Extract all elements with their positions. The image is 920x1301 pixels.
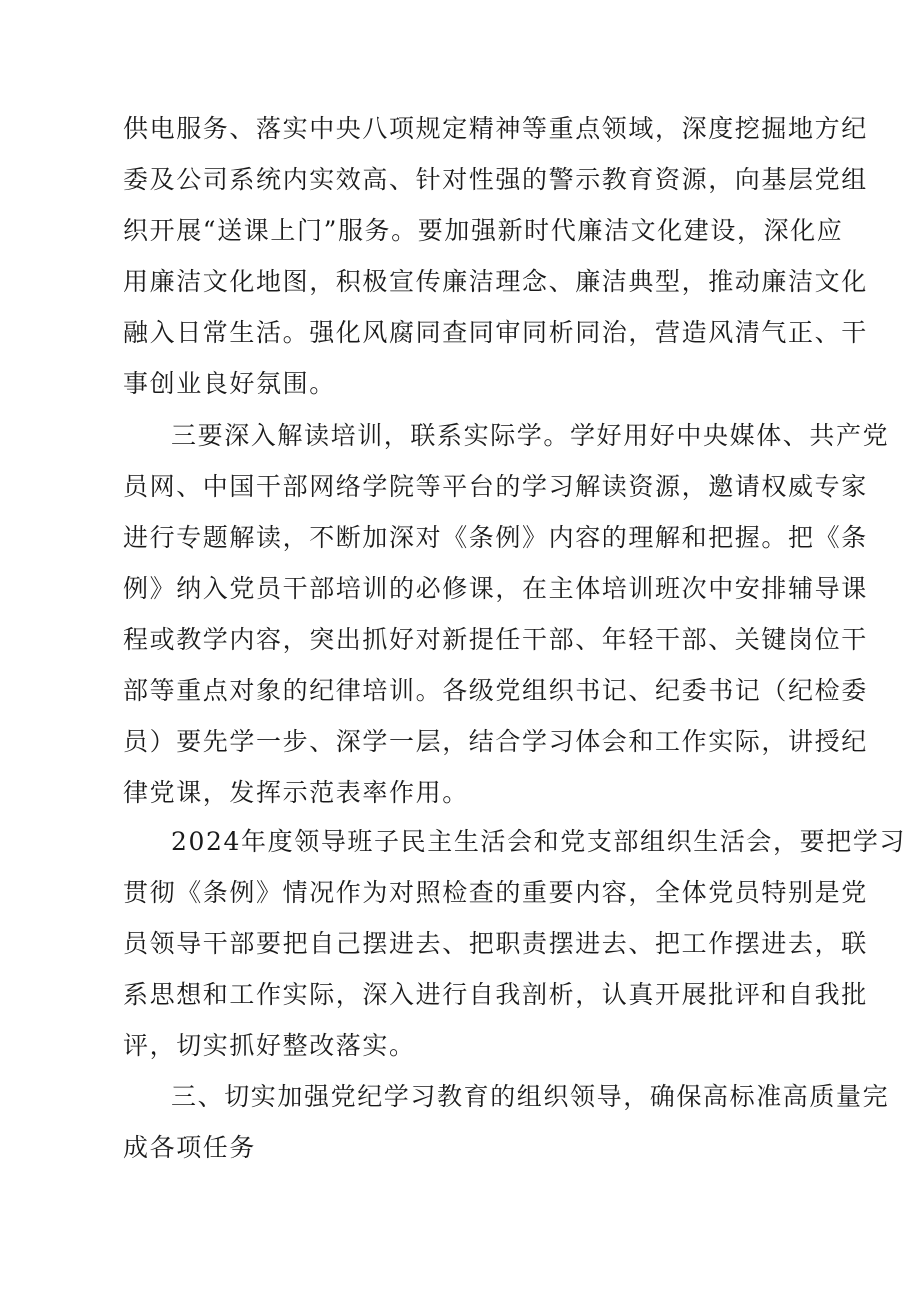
- paragraph-2: [123, 410, 890, 818]
- text-line: 员）要先学一步、深学一层，结合学习体会和工作实际，讲授纪: [123, 727, 868, 756]
- text-line: 2024年度领导班子民主生活会和党支部组织生活会，要把学习: [171, 827, 907, 856]
- text-line: 系思想和工作实际，深入进行自我剖析，认真开展批评和自我批: [123, 980, 868, 1009]
- text-line: 委及公司系统内实效高、针对性强的警示教育资源，向基层党组: [123, 165, 868, 194]
- text-line: 贯彻《条例》情况作为对照检查的重要内容，全体党员特别是党: [123, 878, 868, 907]
- text-line: 员领导干部要把自己摆进去、把职责摆进去、把工作摆进去，联: [123, 929, 868, 958]
- text-line: 律党课，发挥示范表率作用。: [123, 778, 469, 807]
- text-line: 部等重点对象的纪律培训。各级党组织书记、纪委书记（纪检委: [123, 676, 868, 705]
- text-line: 用廉洁文化地图，积极宣传廉洁理念、廉洁典型，推动廉洁文化: [123, 267, 868, 296]
- text-line: 织开展“送课上门”服务。要加强新时代廉洁文化建设，深化应: [123, 216, 844, 245]
- text-line: 程或教学内容，突出抓好对新提任干部、年轻干部、关键岗位干: [123, 625, 868, 654]
- text-line: 成各项任务: [123, 1133, 257, 1162]
- section-heading-paragraph: [123, 1071, 890, 1173]
- text-line: 评，切实抓好整改落实。: [123, 1031, 416, 1060]
- text-line: 事创业良好氛围。: [123, 369, 336, 398]
- text-line: 进行专题解读，不断加深对《条例》内容的理解和把握。把《条: [123, 523, 868, 552]
- paragraph-1: [123, 103, 868, 409]
- text-line: 例》纳入党员干部培训的必修课，在主体培训班次中安排辅导课: [123, 574, 868, 603]
- text-line: 供电服务、落实中央八项规定精神等重点领域，深度挖掘地方纪: [123, 114, 868, 143]
- text-line: 融入日常生活。强化风腐同查同审同析同治，营造风清气正、干: [123, 318, 868, 347]
- text-line: 三要深入解读培训，联系实际学。学好用好中央媒体、共产党: [171, 421, 890, 450]
- paragraph-3: [123, 816, 907, 1071]
- text-line: 员网、中国干部网络学院等平台的学习解读资源，邀请权威专家: [123, 472, 868, 501]
- text-line: 三、切实加强党纪学习教育的组织领导，确保高标准高质量完: [171, 1082, 890, 1111]
